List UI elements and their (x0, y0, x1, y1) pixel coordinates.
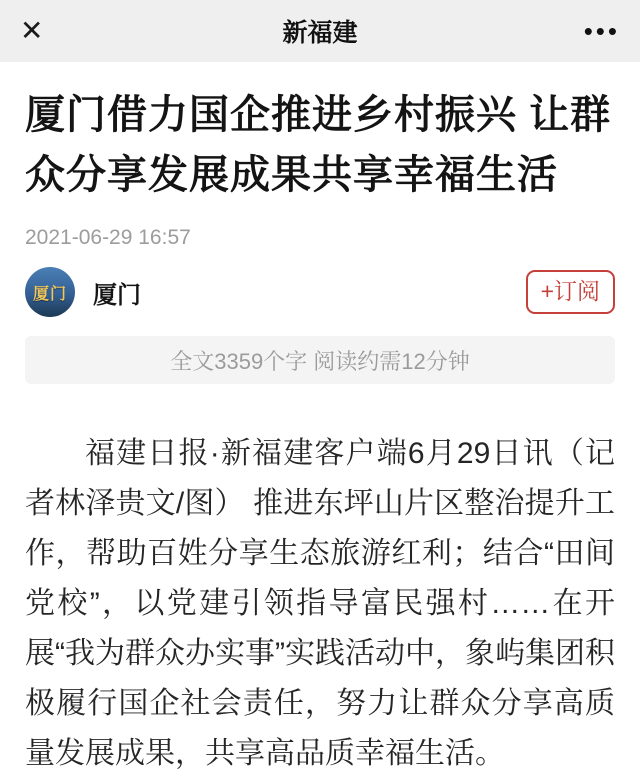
avatar-label: 厦门 (32, 285, 67, 303)
article-title: 厦门借力国企推进乡村振兴 让群众分享发展成果共享幸福生活 (25, 93, 612, 197)
close-icon[interactable]: ✕ (20, 15, 44, 46)
reading-info-bar (25, 336, 615, 384)
app-title: 新福建 (282, 19, 358, 47)
publish-date: 2021-06-29 16:57 (25, 226, 191, 249)
author-name[interactable]: 厦门 (93, 281, 141, 309)
article-body: 福建日报·新福建客户端6月29日讯（记者林泽贵文/图） 推进东坪山片区整治提升工作，帮助百姓分享生态旅游红利；结合“田间党校”，以党建引领指导富民强村……在开展“我为群众办实事”实践活动中，象屿集团积极履行国企社会责任，努力让群众分享高质量发展成果，共享高品质幸福生活。 (25, 437, 615, 770)
reading-info-text: 全文3359个字 阅读约需12分钟 (170, 348, 470, 374)
author-avatar[interactable] (25, 267, 75, 317)
author-row (25, 267, 615, 317)
subscribe-button[interactable]: +订阅 (526, 270, 615, 314)
more-menu-icon[interactable]: ••• (583, 16, 620, 46)
navbar (0, 0, 640, 62)
